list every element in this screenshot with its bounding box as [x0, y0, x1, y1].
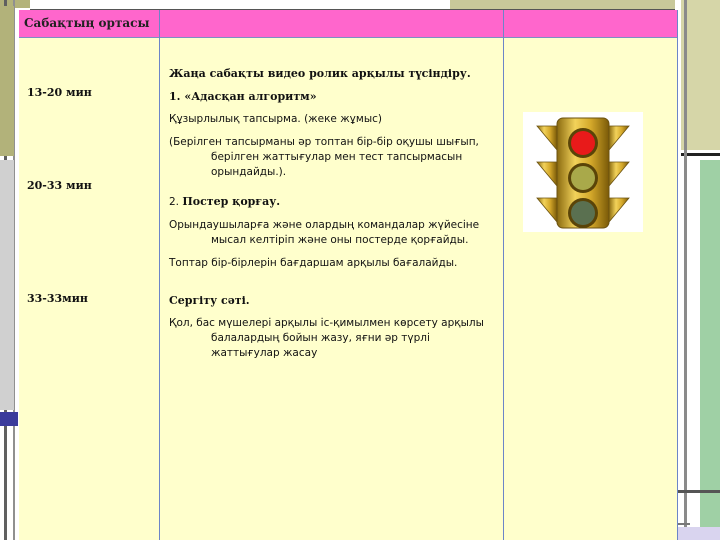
column-divider-1 [159, 10, 160, 540]
item1-line2: (Берілген тапсырманы әр топтан бір-бір оқушы шығып, берілген жаттығулар мен тест тапсырмасын орындайды.). [169, 136, 479, 178]
red-lamp [571, 131, 595, 155]
column-divider-2 [503, 10, 504, 540]
item1-heading [169, 89, 499, 104]
table-header-row [19, 10, 678, 38]
item2-title: Постер қорғау. [182, 195, 281, 208]
warmup-line: Қол, бас мүшелері арқылы іс-қимылмен көрсету арқылы балалардың бойын жазу, яғни әр түрлі жаттығулар жасау [169, 317, 484, 359]
header-cell-resources [504, 10, 678, 37]
item2-heading [169, 194, 499, 210]
item2-line1: Орындаушыларға және олардың командалар жүйесіне мысал келтіріп және оны постерде қорғайды. [169, 219, 480, 246]
item1-line1: Құзырлылық тапсырма. (жеке жұмыс) [169, 113, 382, 125]
column-divider-right [677, 10, 678, 540]
time-label-2: 20-33 мин [27, 179, 92, 192]
header-cell-content [160, 10, 503, 37]
time-label-1: 13-20 мин [27, 86, 92, 99]
decor-right-vline [684, 0, 687, 540]
yellow-lamp [571, 166, 595, 190]
header-cell-stage [19, 10, 159, 37]
lesson-content [169, 66, 499, 361]
decor-right-green [700, 160, 720, 540]
lesson-table [19, 10, 678, 540]
item1-title: «Адасқан алгоритм» [184, 90, 317, 103]
header-title: Сабақтың ортасы [24, 16, 150, 30]
item2-line2: Топтар бір-бірлерін бағдаршам арқылы бағалайды. [169, 257, 458, 269]
traffic-light-icon [523, 112, 643, 232]
decor-green-block [0, 6, 14, 156]
warmup-heading: Сергіту сәті. [169, 294, 250, 307]
traffic-light-graphic [523, 112, 643, 232]
item2-number: 2. [169, 196, 180, 208]
green-lamp [571, 201, 595, 225]
decor-grey-block [0, 160, 14, 410]
decor-blue-block [0, 412, 18, 426]
item1-number: 1. [169, 90, 181, 103]
time-label-3: 33-33мин [27, 292, 88, 305]
intro-heading: Жаңа сабақты видео ролик арқылы түсіндіру. [169, 67, 471, 80]
